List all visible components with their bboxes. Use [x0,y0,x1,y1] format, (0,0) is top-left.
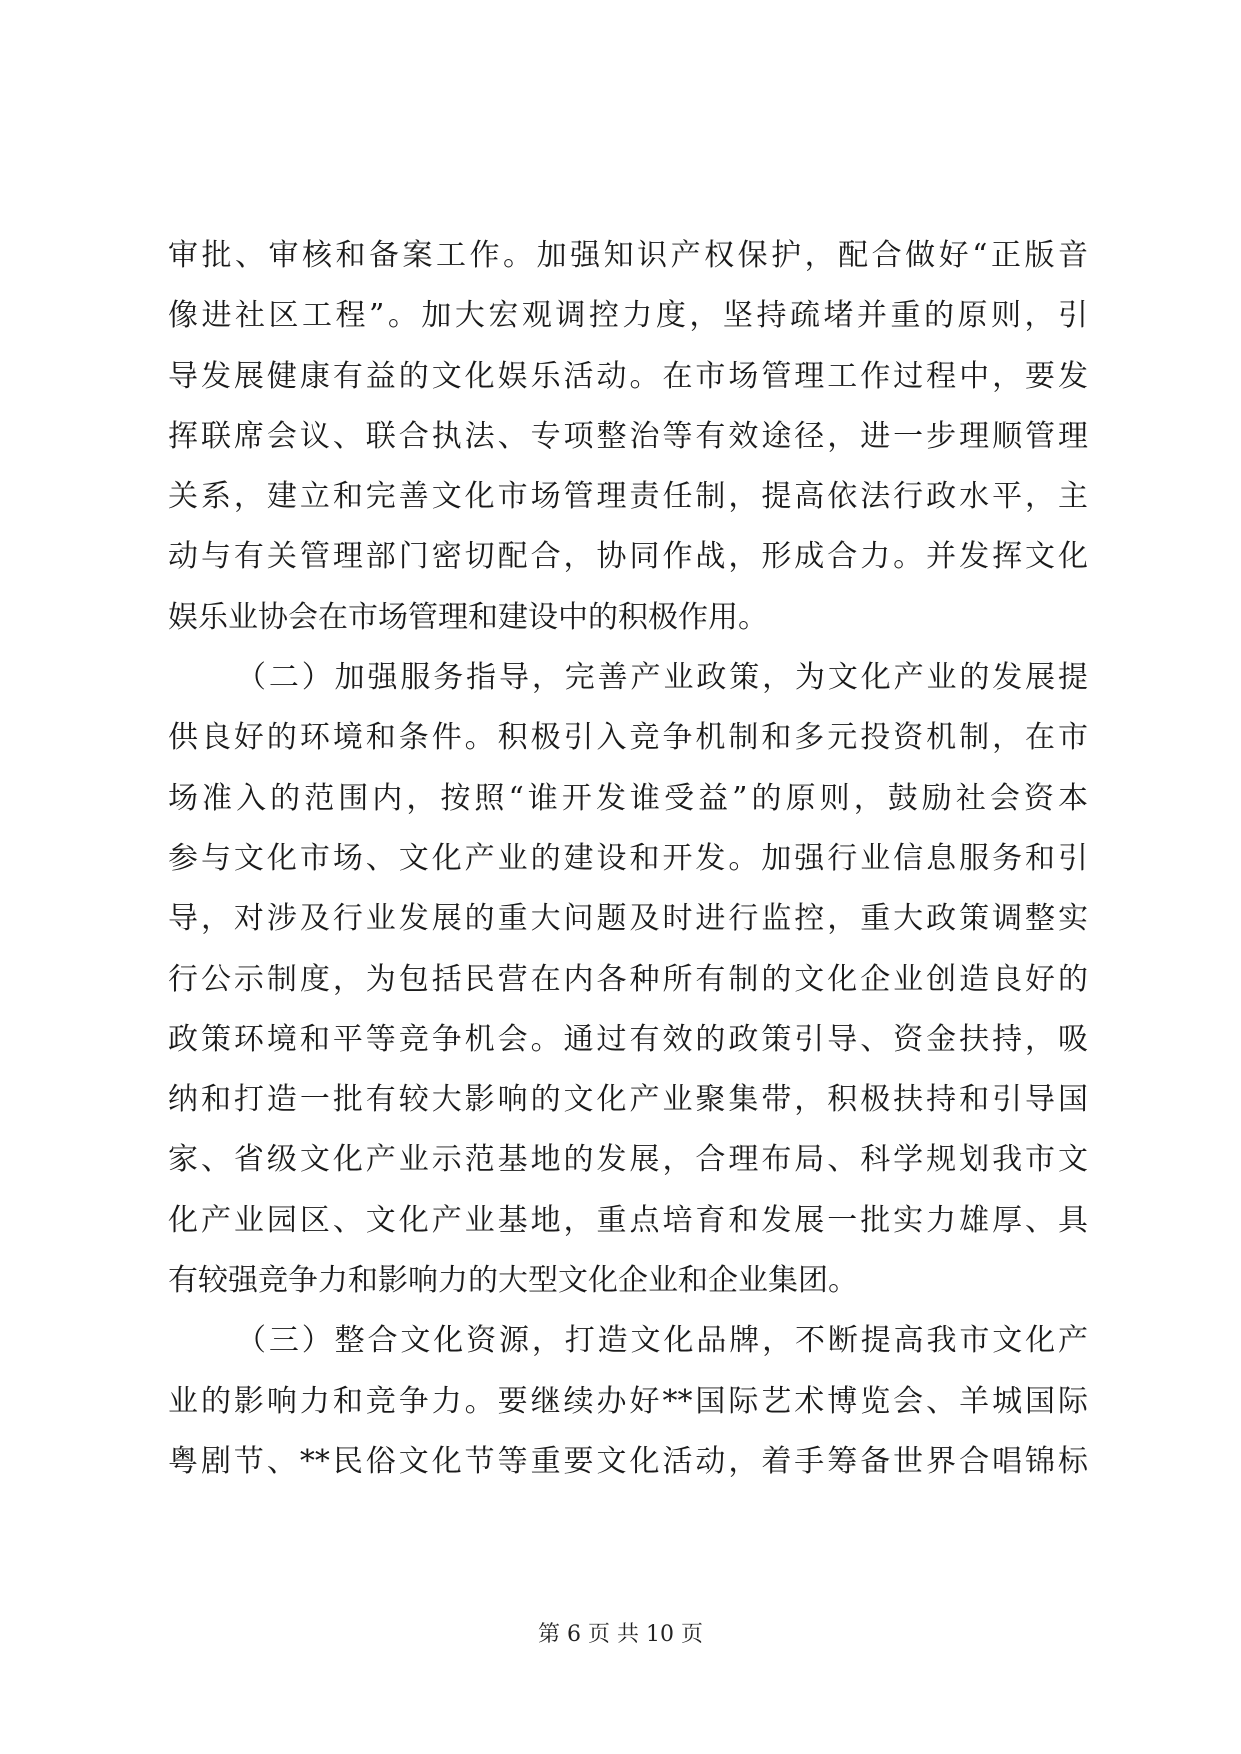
body-line: 动与有关管理部门密切配合，协同作战，形成合力。并发挥文化 [168,539,1088,575]
body-line: 导，对涉及行业发展的重大问题及时进行监控，重大政策调整实 [168,901,1088,937]
body-line: 像进社区工程”。加大宏观调控力度，坚持疏堵并重的原则，引 [168,298,1088,334]
body-line: 挥联席会议、联合执法、专项整治等有效途径，进一步理顺管理 [168,418,1088,454]
section-heading-line: （三）整合文化资源，打造文化品牌，不断提高我市文化产 [236,1323,1088,1359]
body-line: 导发展健康有益的文化娱乐活动。在市场管理工作过程中，要发 [168,358,1088,394]
page-number-footer: 第 6 页 共 10 页 [538,1622,703,1647]
document-body [168,226,1088,1492]
body-line: 供良好的环境和条件。积极引入竞争机制和多元投资机制，在市 [168,720,1088,756]
body-line: 政策环境和平等竞争机会。通过有效的政策引导、资金扶持，吸 [168,1021,1088,1057]
body-line: 业的影响力和竞争力。要继续办好**国际艺术博览会、羊城国际 [168,1383,1088,1419]
body-line: 场准入的范围内，按照“谁开发谁受益”的原则，鼓励社会资本 [168,780,1088,816]
body-line: 行公示制度，为包括民营在内各种所有制的文化企业创造良好的 [168,961,1088,997]
body-line: 审批、审核和备案工作。加强知识产权保护，配合做好“正版音 [168,238,1088,273]
body-line: 参与文化市场、文化产业的建设和开发。加强行业信息服务和引 [168,840,1088,876]
section-heading-line: （二）加强服务指导，完善产业政策，为文化产业的发展提 [236,660,1088,696]
body-line: 娱乐业协会在市场管理和建设中的积极作用。 [168,599,768,635]
body-line: 家、省级文化产业示范基地的发展，合理布局、科学规划我市文 [168,1142,1088,1178]
body-line: 纳和打造一批有较大影响的文化产业聚集带，积极扶持和引导国 [168,1082,1088,1118]
body-line: 有较强竞争力和影响力的大型文化企业和企业集团。 [168,1263,858,1299]
body-line: 化产业园区、文化产业基地，重点培育和发展一批实力雄厚、具 [168,1202,1088,1238]
body-line: 粤剧节、**民俗文化节等重要文化活动，着手筹备世界合唱锦标 [168,1443,1088,1479]
body-line: 关系，建立和完善文化市场管理责任制，提高依法行政水平，主 [168,479,1088,515]
